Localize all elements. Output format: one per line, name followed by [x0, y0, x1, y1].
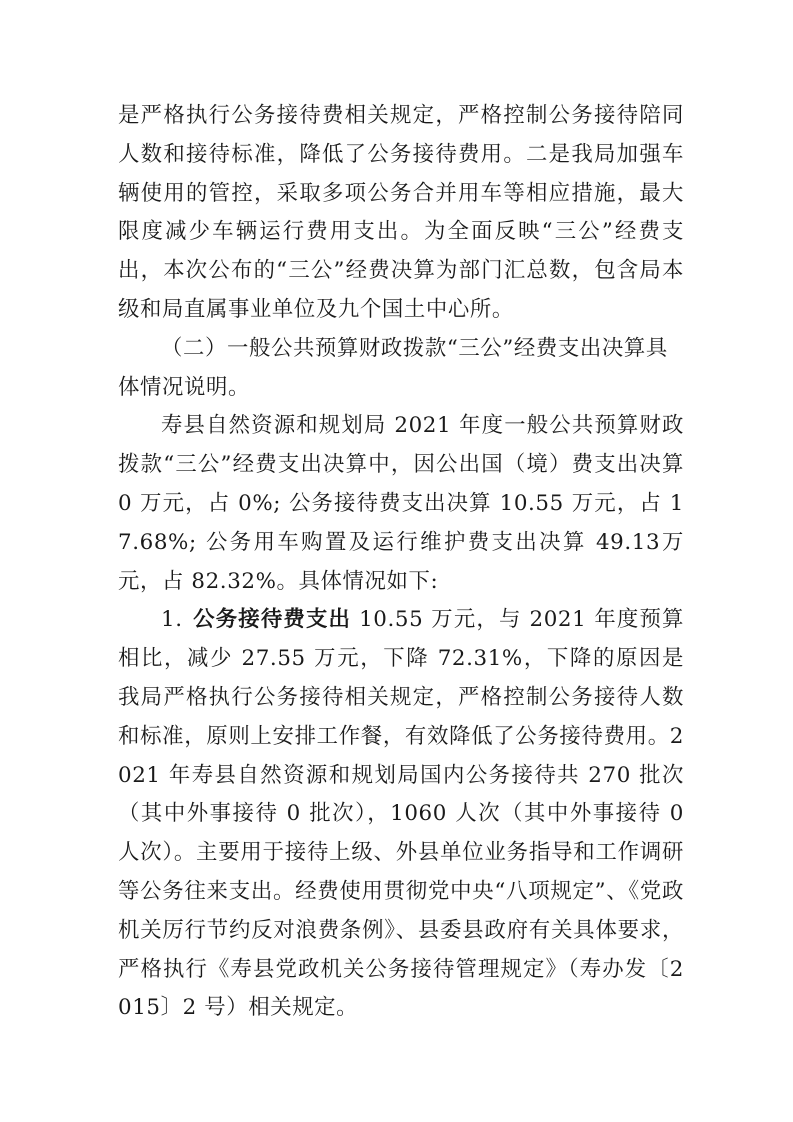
document-body	[118, 97, 684, 1028]
paragraph-intro: 是严格执行公务接待费相关规定，严格控制公务接待陪同人数和接待标准，降低了公务接待费用。二是我局加强车辆使用的管控，采取多项公务合并用车等相应措施，最大限度减少车辆运行费用支出。为全面反映“三公”经费支出，本次公布的“三公”经费决算为部门汇总数，包含局本级和局直属事业单位及九个国土中心所。	[118, 103, 684, 322]
item-number: 1.	[161, 607, 183, 633]
section-heading: （二）一般公共预算财政拨款“三公”经费支出决算具体情况说明。	[118, 335, 668, 400]
paragraph-item-1	[118, 601, 684, 1028]
paragraph-summary: 寿县自然资源和规划局 2021 年度一般公共预算财政拨款“三公”经费支出决算中，因公出国（境）费支出决算 0 万元，占 0%; 公务接待费支出决算 10.55 万元，占 17.68%; 公务用车购置及运行维护费支出决算 49.13万元，占 82.32%。具体情况如下:	[118, 413, 684, 594]
item-title: 公务接待费支出	[192, 607, 352, 633]
item-body: 10.55 万元，与 2021 年度预算相比，减少 27.55 万元，下降 72.31%，下降的原因是我局严格执行公务接待相关规定，严格控制公务接待人数和标准，原则上安排工作餐，有效降低了公务接待费用。2021 年寿县自然资源和规划局国内公务接待共 270 批次（其中外事接待 0 批次），1060 人次（其中外事接待 0 人次）。主要用于接待上级、外县单位业务指导和工作调研等公务往来支出。经费使用贯彻党中央“八项规定”、《党政机关厉行节约反对浪费条例》、县委县政府有关具体要求，严格执行《寿县党政机关公务接待管理规定》（寿办发〔2015〕2 号）相关规定。	[118, 607, 685, 1021]
